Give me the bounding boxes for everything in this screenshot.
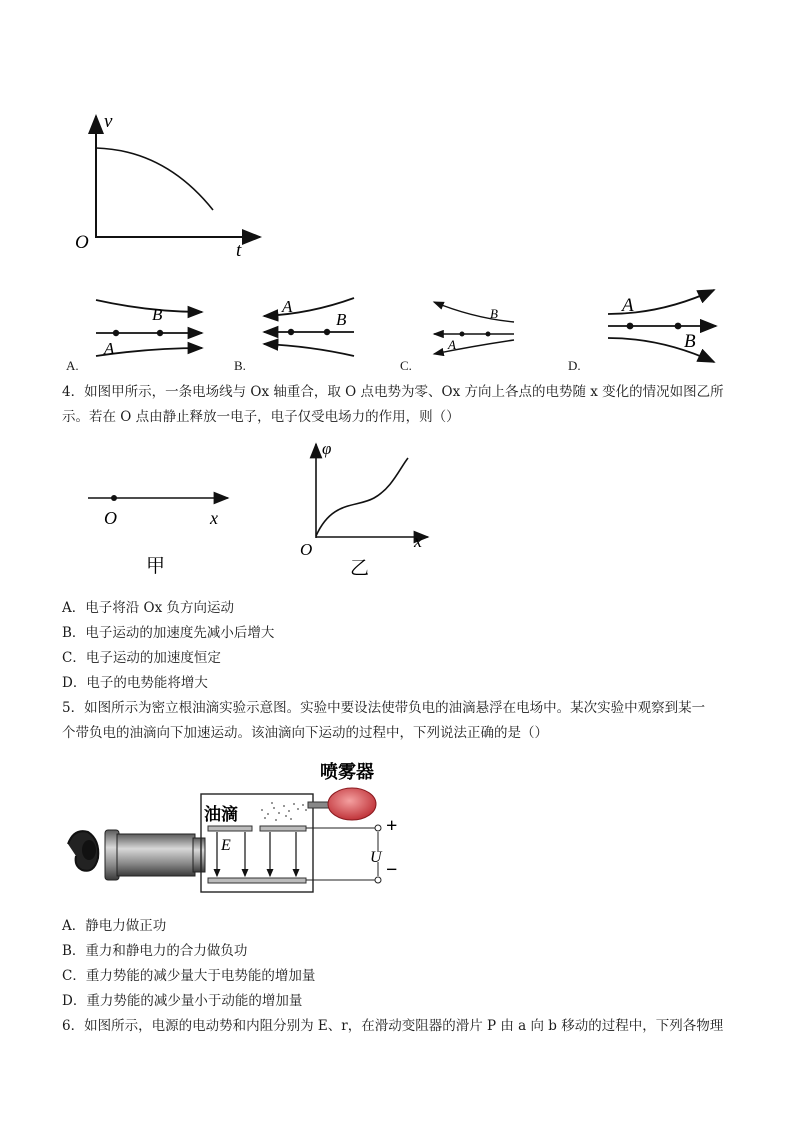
field-option-d [602, 284, 724, 366]
field-d-top-label: A [622, 295, 634, 316]
q5-option-c: C．重力势能的减少量大于电势能的增加量 [62, 968, 316, 984]
field-option-c [428, 296, 523, 356]
q4-yi-origin: O [300, 540, 313, 559]
q4-jia-origin: O [104, 508, 117, 528]
q4-yi-x-label: x [414, 531, 422, 551]
q5-stem-line1: 5．如图所示为密立根油滴实验示意图。实验中要设法使带负电的油滴悬浮在电场中。某次实验中观察到某一 [62, 700, 706, 716]
field-option-c-letter: C. [400, 358, 412, 373]
field-option-b-letter: B. [234, 358, 246, 373]
field-c-bottom-label: A [448, 337, 456, 352]
vt-graph [70, 110, 270, 260]
vt-y-label: v [104, 111, 113, 132]
q4-yi-y-label: φ [322, 440, 332, 458]
vt-x-label: t [236, 240, 242, 260]
q4-figure-jia [82, 484, 242, 574]
field-option-a-letter: A. [66, 358, 79, 373]
q4-stem-line2: 示。若在 O 点由静止释放一电子，电子仅受电场力的作用，则（） [62, 409, 460, 425]
q4-option-a: A．电子将沿 Ox 负方向运动 [62, 600, 235, 616]
q5-stem-line2: 个带负电的油滴向下加速运动。该油滴向下运动的过程中，下列说法正确的是（） [62, 725, 548, 741]
q5-option-b: B．重力和静电力的合力做负功 [62, 943, 248, 959]
field-b-top-label: A [282, 297, 293, 316]
vt-origin-label: O [75, 232, 89, 253]
q4-option-d: D．电子的电势能将增大 [62, 675, 208, 691]
plus-sign: + [386, 815, 398, 837]
q4-option-b: B．电子运动的加速度先减小后增大 [62, 625, 275, 641]
field-b-bottom-label: B [336, 310, 347, 329]
field-option-b [258, 290, 368, 360]
field-option-d-letter: D. [568, 358, 581, 373]
millikan-figure [60, 758, 420, 908]
field-option-a [90, 290, 210, 360]
q4-jia-caption: 甲 [146, 556, 166, 574]
q4-figure-yi [292, 440, 442, 580]
field-c-top-label: B [490, 306, 498, 321]
field-d-bottom-label: B [684, 331, 696, 352]
q5-option-a: A．静电力做正功 [62, 918, 167, 934]
field-e-label: E [221, 837, 231, 854]
q4-stem-line1: 4．如图甲所示，一条电场线与 Ox 轴重合，取 O 点电势为零、Ox 方向上各点的电势随 x 变化的情况如图乙所 [62, 384, 724, 400]
q4-option-c: C．电子运动的加速度恒定 [62, 650, 221, 666]
q5-option-d: D．重力势能的减少量小于动能的增加量 [62, 993, 303, 1009]
field-a-bottom-label: A [104, 339, 115, 358]
q6-stem-line1: 6．如图所示，电源的电动势和内阻分别为 E、r，在滑动变阻器的滑片 P 由 a 向 b 移动的过程中，下列各物理 [62, 1018, 724, 1034]
q4-jia-axis: x [210, 508, 218, 528]
sprayer-label: 喷雾器 [320, 762, 374, 782]
minus-sign: − [386, 859, 398, 881]
q4-yi-caption: 乙 [350, 558, 370, 579]
field-a-top-label: B [152, 305, 163, 324]
voltage-u-label: U [370, 849, 382, 866]
oil-drop-label: 油滴 [204, 805, 238, 824]
